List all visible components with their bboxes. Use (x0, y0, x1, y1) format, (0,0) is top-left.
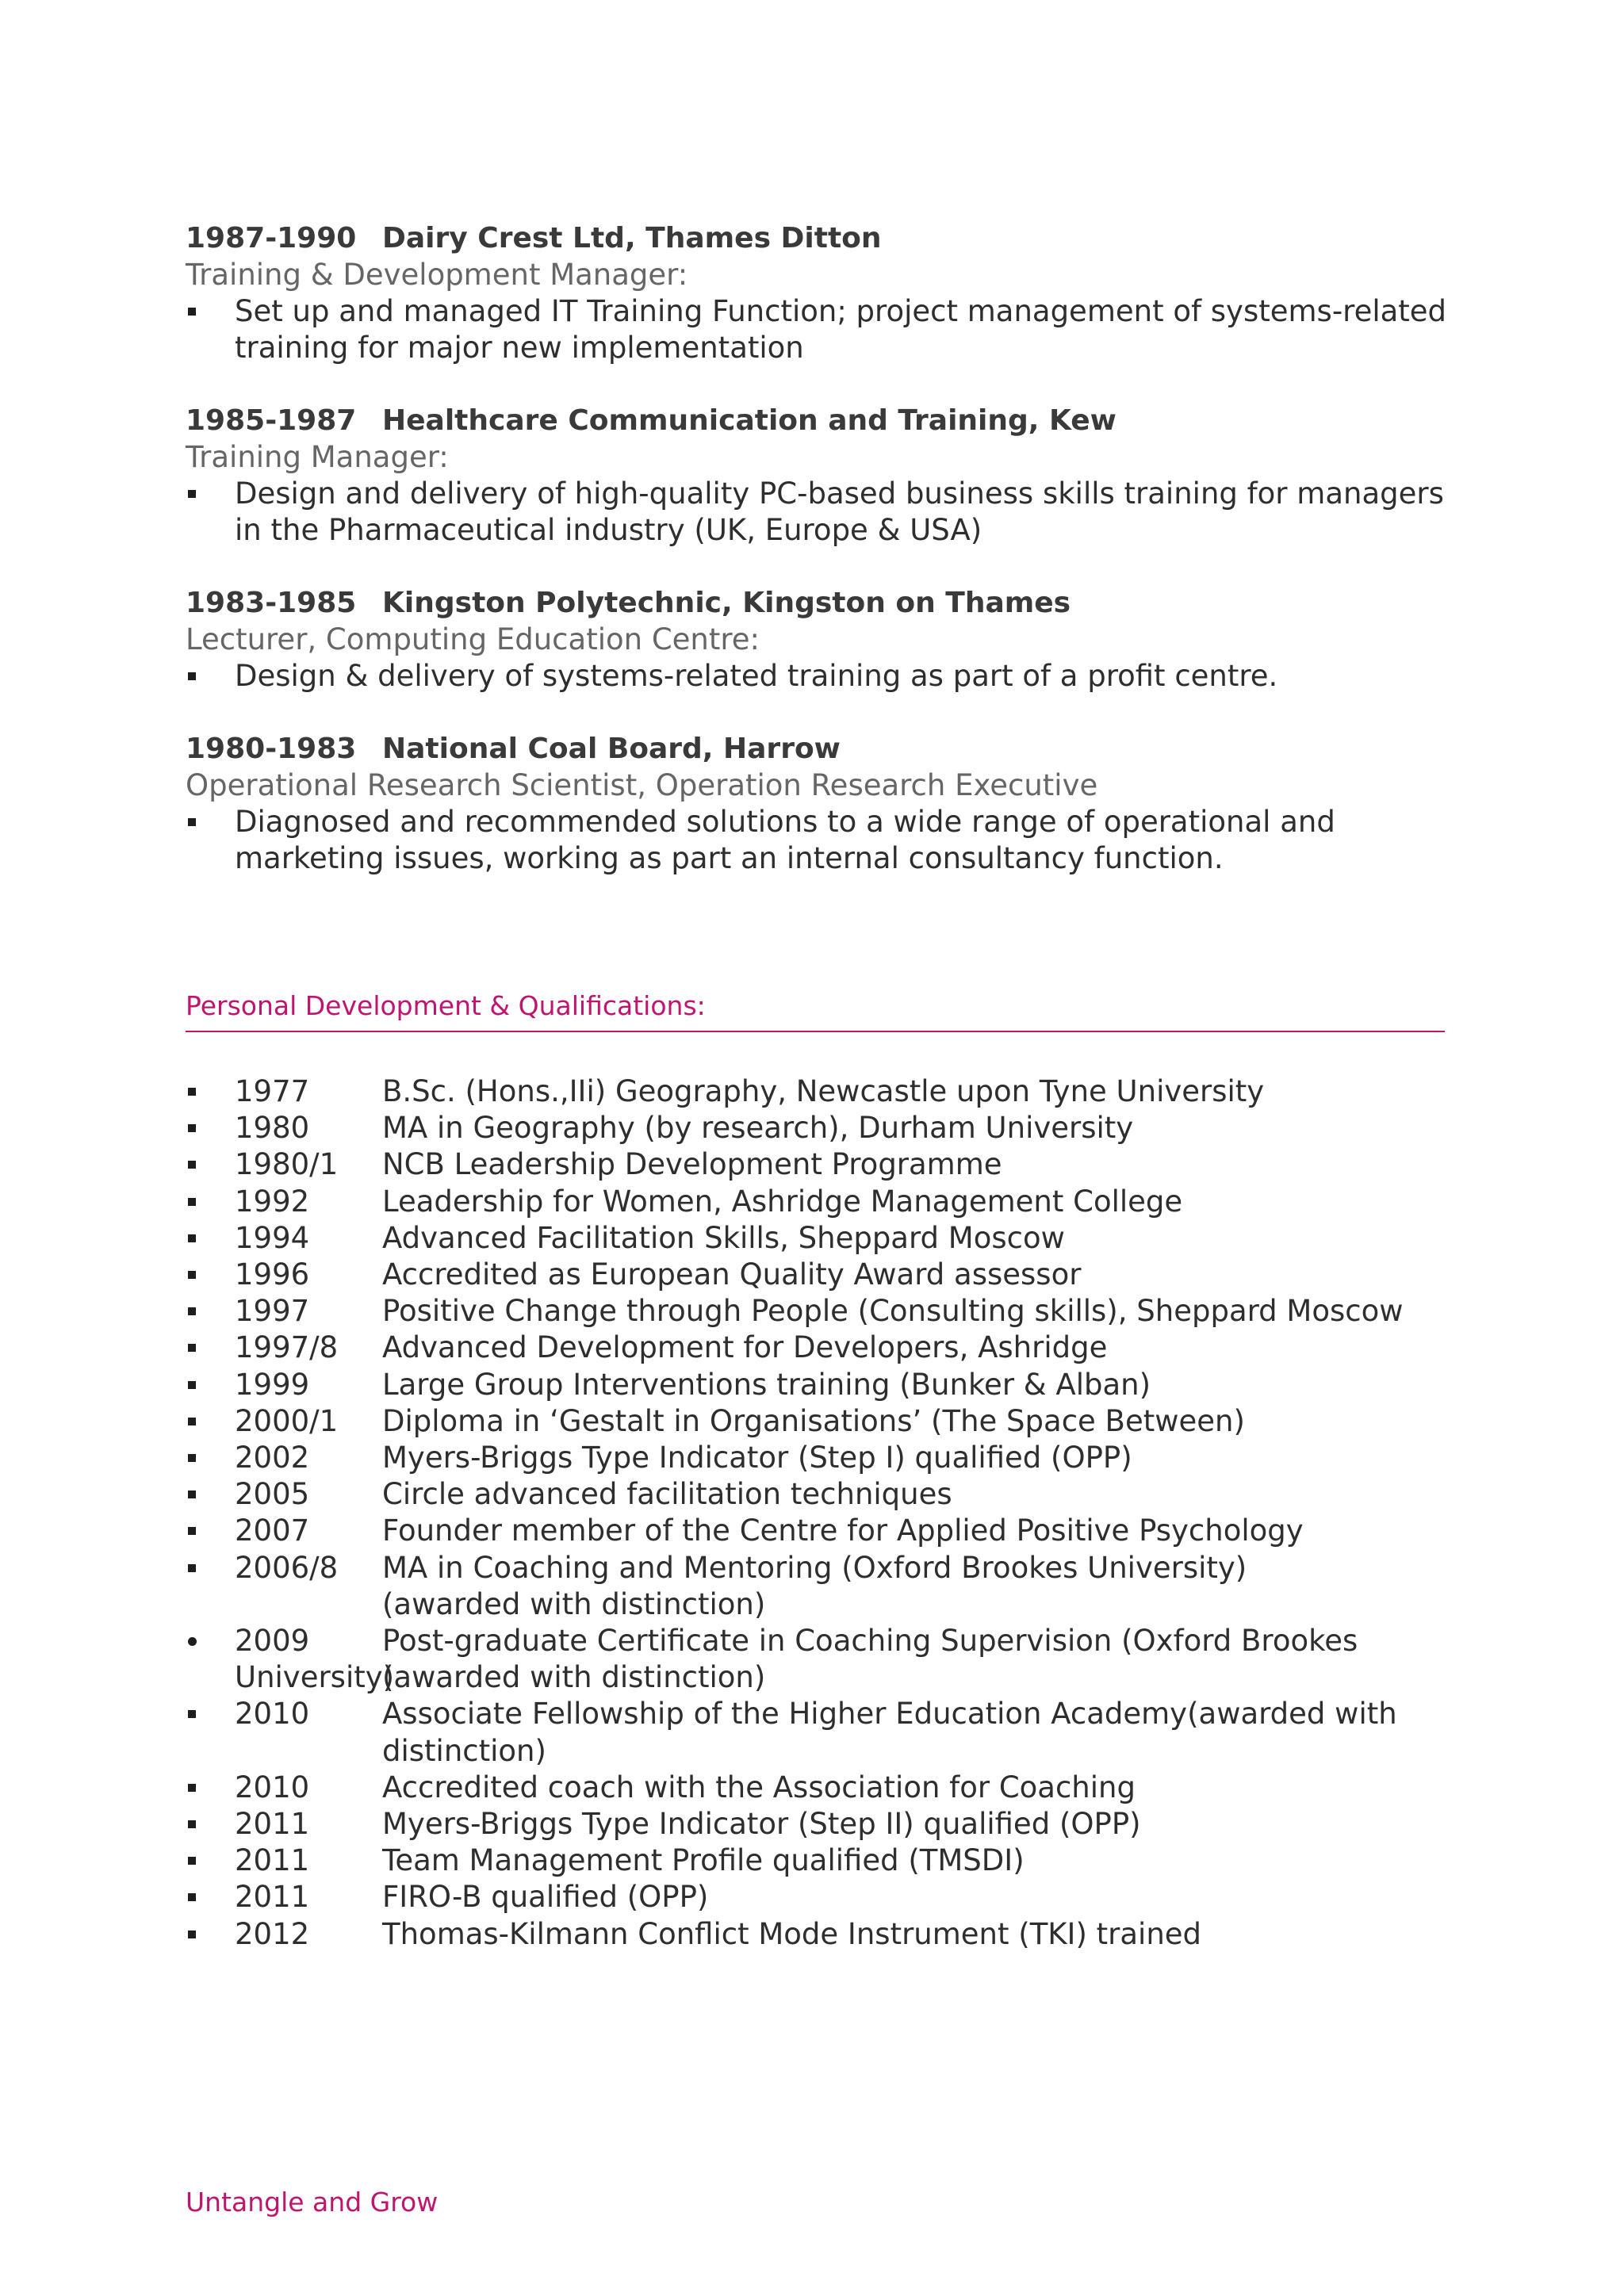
job-years: 1985-1987 (186, 404, 357, 437)
job-title: Operational Research Scientist, Operation Research Executive (186, 768, 1098, 802)
employment-history (186, 220, 1454, 913)
job-header (186, 220, 1454, 257)
qualification-year: 2011 (235, 1807, 310, 1842)
job-years: 1987-1990 (186, 222, 357, 254)
qualification-year: 1992 (235, 1184, 310, 1219)
qualification-text: MA in Geography (by research), Durham University (382, 1111, 1134, 1146)
qualification-item (186, 1476, 1462, 1513)
qualification-text: Myers-Briggs Type Indicator (Step II) qualified (OPP) (382, 1807, 1141, 1842)
qualification-year: 1980/1 (235, 1147, 339, 1182)
qualification-item (186, 1770, 1462, 1806)
job-company: Healthcare Communication and Training, Kew (382, 404, 1116, 437)
qualification-text: Advanced Development for Developers, Ashridge (382, 1330, 1108, 1365)
job-title: Lecturer, Computing Education Centre: (186, 622, 760, 656)
qualification-year: 2002 (235, 1441, 310, 1475)
qualification-text: Team Management Profile qualified (TMSDI) (382, 1843, 1025, 1878)
job-company: Kingston Polytechnic, Kingston on Thames (382, 587, 1071, 619)
qualification-item (186, 1330, 1462, 1366)
qualification-item (186, 1916, 1462, 1953)
qualification-year: 1980 (235, 1111, 310, 1146)
qualification-item (186, 1440, 1462, 1476)
qualification-year: 2005 (235, 1477, 310, 1512)
job-entry (186, 403, 1454, 549)
qualification-item (186, 1146, 1462, 1183)
qualification-text: Circle advanced facilitation techniques (382, 1477, 952, 1512)
job-company: National Coal Board, Harrow (382, 733, 841, 765)
qualification-text: Post-graduate Certificate in Coaching Supervision (Oxford Brookes (382, 1624, 1358, 1659)
qualification-item (186, 1110, 1462, 1146)
qualification-year: 1977 (235, 1074, 310, 1108)
job-bullet: Set up and managed IT Training Function; project management of systems-related training for major new implementation (186, 293, 1454, 366)
job-entry (186, 585, 1454, 695)
qualifications-list (186, 1073, 1462, 1953)
job-entry (186, 220, 1454, 366)
qualification-text: Thomas-Kilmann Conflict Mode Instrument (TKI) trained (382, 1916, 1202, 1951)
job-years: 1983-1985 (186, 587, 357, 619)
section-title: Personal Development & Qualifications: (186, 988, 1445, 1032)
job-years: 1980-1983 (186, 733, 357, 765)
qualification-text: Founder member of the Centre for Applied Positive Psychology (382, 1513, 1304, 1548)
job-bullets (186, 293, 1454, 366)
qualification-year: 2012 (235, 1916, 310, 1951)
qualification-text: NCB Leadership Development Programme (382, 1147, 1002, 1182)
qualification-year: 2011 (235, 1843, 310, 1878)
job-bullets (186, 658, 1454, 695)
qualification-text: Accredited as European Quality Award assessor (382, 1257, 1082, 1292)
qualification-item (186, 1550, 1462, 1623)
job-entry (186, 731, 1454, 877)
qualification-text-continued: (awarded with distinction) (382, 1586, 766, 1621)
qualification-item (186, 1513, 1462, 1549)
qualification-year: 2011 (235, 1880, 310, 1915)
qualification-item (186, 1293, 1462, 1330)
qualification-item (186, 1184, 1462, 1220)
qualification-text: B.Sc. (Hons.,IIi) Geography, Newcastle upon Tyne University (382, 1074, 1265, 1108)
qualification-year: 1997/8 (235, 1330, 339, 1365)
job-header (186, 403, 1454, 439)
job-title: Training Manager: (186, 440, 449, 474)
qualification-text: Large Group Interventions training (Bunker & Alban) (382, 1367, 1151, 1402)
job-bullets (186, 804, 1454, 877)
qualification-year-continued: University) (235, 1660, 395, 1695)
qualification-year: 2007 (235, 1513, 310, 1548)
qualification-year-continued (235, 1733, 382, 1770)
qualification-item (186, 1403, 1462, 1440)
qualification-year: 2009 (235, 1624, 310, 1659)
qualification-item (186, 1806, 1462, 1843)
qualification-text: Myers-Briggs Type Indicator (Step I) qualified (OPP) (382, 1441, 1132, 1475)
qualification-item (186, 1843, 1462, 1879)
job-title: Training & Development Manager: (186, 258, 688, 292)
qualification-text: Accredited coach with the Association for Coaching (382, 1770, 1136, 1804)
qualification-item (186, 1220, 1462, 1257)
qualification-year-continued (235, 1586, 382, 1623)
qualification-text: Advanced Facilitation Skills, Sheppard Moscow (382, 1220, 1065, 1255)
qualification-text-continued: (awarded with distinction) (382, 1660, 766, 1695)
qualification-text-continued: distinction) (382, 1733, 546, 1768)
qualification-year: 1997 (235, 1294, 310, 1329)
qualification-item (186, 1623, 1462, 1696)
qualification-year: 1994 (235, 1220, 310, 1255)
qualification-text: Diploma in ‘Gestalt in Organisations’ (The Space Between) (382, 1403, 1245, 1438)
qualification-text: FIRO-B qualified (OPP) (382, 1880, 709, 1915)
qualification-text: Associate Fellowship of the Higher Education Academy(awarded with (382, 1697, 1397, 1732)
job-bullets (186, 476, 1454, 549)
job-bullet: Design & delivery of systems-related training as part of a profit centre. (186, 658, 1454, 695)
qualification-year: 2010 (235, 1697, 310, 1732)
job-bullet: Design and delivery of high-quality PC-based business skills training for managers in the Pharmaceutical industry (UK, Europe & USA) (186, 476, 1454, 549)
qualification-item (186, 1257, 1462, 1293)
qualification-text: Positive Change through People (Consulting skills), Sheppard Moscow (382, 1294, 1404, 1329)
qualification-item (186, 1879, 1462, 1915)
job-company: Dairy Crest Ltd, Thames Ditton (382, 222, 882, 254)
job-header (186, 731, 1454, 767)
qualification-text: Leadership for Women, Ashridge Management College (382, 1184, 1183, 1219)
qualification-year: 1996 (235, 1257, 310, 1292)
qualification-item (186, 1073, 1462, 1110)
qualification-year: 2006/8 (235, 1550, 339, 1585)
job-bullet: Diagnosed and recommended solutions to a wide range of operational and marketing issues, working as part an internal consultancy function. (186, 804, 1454, 877)
qualification-item (186, 1696, 1462, 1769)
qualification-text: MA in Coaching and Mentoring (Oxford Brookes University) (382, 1550, 1247, 1585)
job-header (186, 585, 1454, 622)
qualification-year: 2010 (235, 1770, 310, 1804)
qualification-item (186, 1367, 1462, 1403)
footer-text: Untangle and Grow (186, 2187, 439, 2218)
qualification-year: 1999 (235, 1367, 310, 1402)
qualification-year: 2000/1 (235, 1403, 339, 1438)
